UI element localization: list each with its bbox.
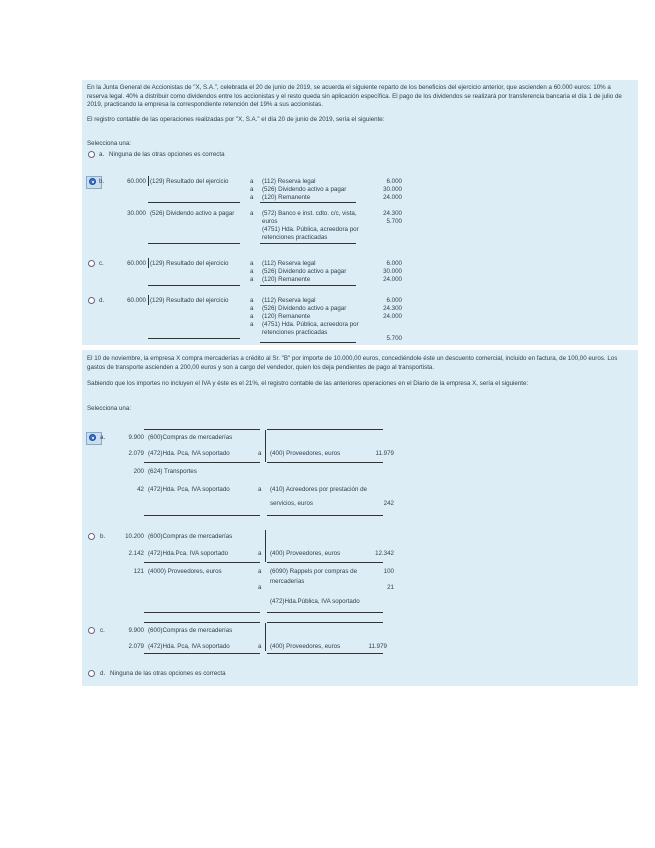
- q2-c-debit-1: (600)Compras de mercaderías: [148, 627, 233, 634]
- q2-c-amount-2: 2.079: [128, 643, 144, 650]
- q2-option-a-letter: a.: [100, 434, 106, 441]
- q1-option-d-radio[interactable]: [88, 297, 95, 304]
- q1-d-credit-4b: retenciones practicadas: [262, 329, 328, 336]
- q2-b-value-3: 21: [387, 584, 394, 591]
- question-1-panel: [82, 80, 638, 345]
- q1-b-value-3: 24.000: [383, 194, 402, 201]
- q1-c-connector: a: [250, 260, 254, 267]
- q2-a-debit-4: (472)Hda. Pca, IVA soportado: [148, 486, 230, 493]
- q1-d-connector: a: [250, 297, 254, 304]
- q1-option-a-letter: a.: [99, 151, 105, 158]
- q2-a-value-1: 11.979: [375, 450, 394, 457]
- q1-d-value-3: 24.000: [383, 313, 402, 320]
- q1-d-amount-1: 60.000: [127, 297, 146, 304]
- q1-c-credit-2: (526) Dividendo activo a pagar: [262, 268, 347, 275]
- q1-c-connector: a: [250, 268, 254, 275]
- q2-b-connector: a: [258, 550, 262, 557]
- q1-option-d-letter: d.: [99, 297, 105, 304]
- q1-b-value-2: 30.000: [383, 186, 402, 193]
- q1-d-credit-4a: (4751) Hda. Pública, acreedora por: [262, 321, 359, 328]
- q1-b-value-5: 5.700: [386, 218, 402, 225]
- q1-d-debit-1: (129) Resultado del ejercicio: [150, 297, 229, 304]
- q2-c-debit-2: (472)Hda. Pca, IVA soportado: [148, 643, 230, 650]
- q2-c-connector: a: [258, 643, 262, 650]
- q2-b-debit-2: (472)Hda.Pca. IVA soportado: [148, 550, 229, 557]
- q2-c-credit-1: (400) Proveedores, euros: [270, 643, 341, 650]
- q1-b-credit-5b: retenciones practicadas: [262, 234, 328, 241]
- q1-b-credit-4b: euros: [262, 218, 278, 225]
- q1-d-value-1: 6.000: [386, 297, 402, 304]
- q1-b-amount-1: 60.000: [127, 178, 146, 185]
- q2-b-value-1: 12.342: [375, 550, 394, 557]
- q2-a-amount-2: 2.079: [128, 450, 144, 457]
- q2-a-debit-1: (600)Compras de mercaderías: [148, 434, 233, 441]
- q2-b-value-2: 100: [383, 568, 394, 575]
- q1-b-connector: a: [250, 194, 254, 201]
- q1-c-value-3: 24.000: [383, 276, 402, 283]
- q2-a-debit-2: (472)Hda. Pca, IVA soportado: [148, 450, 230, 457]
- q2-a-credit-2a: (410) Acreedores por prestación de: [270, 486, 367, 493]
- q1-c-connector: a: [250, 276, 254, 283]
- q2-b-amount-2: 2.142: [128, 550, 144, 557]
- q1-b-credit-3: (120) Remanente: [262, 194, 311, 201]
- q1-option-c-radio[interactable]: [88, 260, 95, 267]
- q2-b-credit-1: (400) Proveedores, euros: [270, 550, 341, 557]
- q1-c-debit-1: (129) Resultado del ejercicio: [150, 260, 229, 267]
- q1-c-value-1: 6.000: [386, 260, 402, 267]
- q1-select-label: Selecciona una:: [87, 140, 132, 147]
- q1-b-connector: a: [250, 186, 254, 193]
- q1-b-credit-2: (526) Dividendo activo a pagar: [262, 186, 347, 193]
- q2-question: Sabiendo que los importes no incluyen el IVA y éste es el 21%, el registro contable de las anteriores operaciones en el Diario de la empresa X, sería el siguiente:: [87, 380, 529, 387]
- q1-d-connector: a: [250, 305, 254, 312]
- q2-a-credit-2b: servicios, euros: [270, 500, 313, 507]
- q2-b-debit-3: (4000) Proveedores, euros: [148, 568, 222, 575]
- q2-option-a-radio[interactable]: [89, 434, 96, 441]
- q2-select-label: Selecciona una:: [87, 405, 132, 412]
- q2-b-credit-2b: mercaderías: [270, 578, 305, 585]
- q2-b-connector: a: [258, 584, 262, 591]
- q1-question: El registro contable de las operaciones realizadas por "X, S.A." el día 20 de junio de 2019, sería el siguiente:: [87, 116, 385, 123]
- q1-c-value-2: 30.000: [383, 268, 402, 275]
- q1-d-connector: a: [250, 321, 254, 328]
- q1-intro: En la Junta General de Accionistas de "X, S.A.", celebrada el 20 de junio de 2019, se acuerda el siguiente reparto de los beneficios del ejercicio anterior, que ascienden a 60.000 euros: 10% a reserva legal. 40% a distribuir como dividendos entre los accionistas y el resto queda sin aplicación específica. El pago de los dividendos se realizará por transferencia bancaria el día 1 de julio de 2019, practicando la empresa la correspondiente retención del 19% a sus accionistas.: [87, 84, 622, 108]
- q1-b-debit-2: (526) Dividendo activo a pagar: [150, 210, 235, 217]
- q2-b-amount-1: 10.200: [125, 533, 144, 540]
- q1-b-credit-4a: (572) Banco e inst. cdto. c/c, vista,: [262, 210, 357, 217]
- q1-option-a-radio[interactable]: [88, 151, 95, 158]
- q1-b-connector: a: [250, 178, 254, 185]
- q2-b-credit-3: (472)Hda.Pública, IVA soportado: [270, 598, 360, 605]
- q1-d-credit-1: (112) Reserva legal: [262, 297, 316, 304]
- q2-a-amount-3: 200: [133, 468, 144, 475]
- q2-b-credit-2a: (6090) Rappels por compras de: [270, 568, 358, 575]
- q1-b-amount-2: 30.000: [127, 210, 146, 217]
- q2-option-d-radio[interactable]: [88, 670, 95, 677]
- q2-option-b-radio[interactable]: [88, 533, 95, 540]
- q1-d-connector: a: [250, 313, 254, 320]
- q2-option-c-radio[interactable]: [88, 627, 95, 634]
- q2-c-amount-1: 9.900: [128, 627, 144, 634]
- q1-b-value-4: 24.300: [383, 210, 402, 217]
- q2-intro: El 10 de noviembre, la empresa X compra mercaderías a crédito al Sr. "B" por importe de 10.000,00 euros, concediéndole éste un descuento comercial, incluido en factura, de 100,00 euros. Los gastos de transporte ascienden a 200,00 euros y son a cargo del vendedor, quien los deja pendientes de pago al transportista.: [87, 355, 618, 371]
- q2-a-connector: a: [258, 486, 262, 493]
- q1-c-amount-1: 60.000: [127, 260, 146, 267]
- q1-option-b-radio[interactable]: [89, 178, 96, 185]
- q1-option-c-letter: c.: [99, 260, 104, 267]
- q2-option-c-letter: c.: [100, 627, 105, 634]
- q2-a-credit-1: (400) Proveedores, euros: [270, 450, 341, 457]
- q2-b-debit-1: (600)Compras de mercaderías: [148, 533, 233, 540]
- question-2-panel: [82, 350, 638, 686]
- q1-b-credit-1: (112) Reserva legal: [262, 178, 316, 185]
- q2-c-value-1: 11.979: [368, 643, 387, 650]
- q1-d-credit-3: (120) Remanente: [262, 313, 311, 320]
- q1-d-credit-2: (526) Dividendo activo a pagar: [262, 305, 347, 312]
- q2-option-b-letter: b.: [100, 533, 106, 540]
- q1-b-debit-1: (129) Resultado del ejercicio: [150, 178, 229, 185]
- q1-b-value-1: 6.000: [386, 178, 402, 185]
- q1-b-connector: a: [250, 210, 254, 217]
- q1-option-b-letter: b.: [99, 178, 105, 185]
- q2-a-debit-3: (624) Transportes: [148, 468, 197, 475]
- q2-a-amount-1: 9.900: [128, 434, 144, 441]
- q2-b-connector: a: [258, 568, 262, 575]
- q2-a-connector: a: [258, 450, 262, 457]
- q1-c-credit-1: (112) Reserva legal: [262, 260, 316, 267]
- q1-d-value-4: 5.700: [386, 335, 402, 342]
- q1-option-a-text[interactable]: Ninguna de las otras opciones es correcta: [109, 151, 225, 158]
- q2-b-amount-3: 121: [133, 568, 144, 575]
- q1-c-credit-3: (120) Remanente: [262, 276, 311, 283]
- q2-option-d-letter: d.: [100, 670, 106, 677]
- q2-option-d-text[interactable]: Ninguna de las otras opciones es correcta: [110, 670, 226, 677]
- q1-d-value-2: 24.300: [383, 305, 402, 312]
- q2-a-amount-4: 42: [137, 486, 144, 493]
- q2-a-value-2: 242: [383, 500, 394, 507]
- q1-b-credit-5a: (4751) Hda. Pública, acreedora por: [262, 226, 359, 233]
